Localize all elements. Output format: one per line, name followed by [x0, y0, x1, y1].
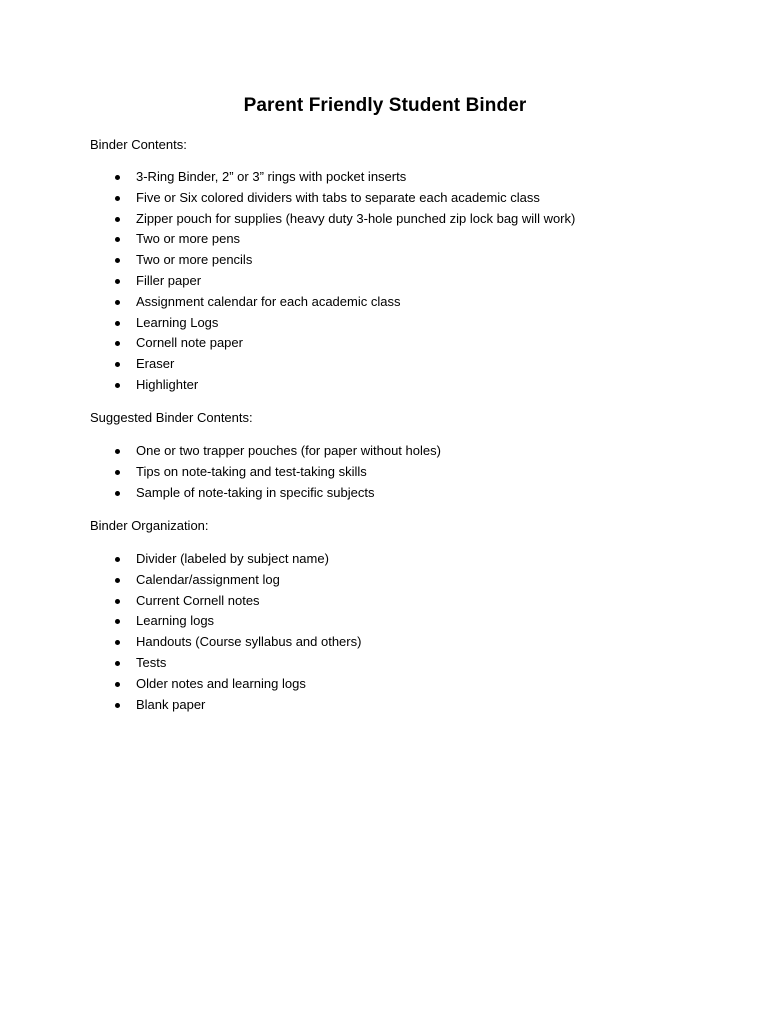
list-item — [0, 313, 575, 334]
list-item — [0, 441, 441, 462]
bullet-icon — [115, 362, 120, 367]
bullet-icon — [115, 258, 120, 263]
list-item — [0, 375, 575, 396]
list-item-text: Zipper pouch for supplies (heavy duty 3-hole punched zip lock bag will work) — [136, 210, 576, 226]
list-item-text: Cornell note paper — [136, 335, 243, 351]
list-item — [0, 549, 361, 570]
bullet-icon — [115, 237, 120, 242]
list-item-text: One or two trapper pouches (for paper without holes) — [136, 443, 441, 458]
list-item-text: Tips on note-taking and test-taking skills — [136, 463, 367, 479]
list-item-text: Two or more pens — [136, 231, 241, 247]
list-item — [0, 167, 575, 188]
list-item — [0, 250, 575, 271]
list-item — [0, 209, 575, 230]
list-item — [0, 483, 441, 504]
list-item — [0, 188, 575, 209]
bullet-icon — [115, 703, 120, 708]
bullet-icon — [115, 449, 120, 454]
bullet-icon — [115, 300, 120, 305]
list-item-text: Older notes and learning logs — [136, 675, 306, 691]
suggested-contents-heading: Suggested Binder Contents: — [90, 410, 253, 425]
bullet-icon — [115, 557, 120, 562]
bullet-icon — [115, 279, 120, 284]
bullet-icon — [115, 640, 120, 645]
list-item — [0, 354, 575, 375]
suggested-contents-list — [0, 441, 441, 503]
bullet-icon — [115, 491, 120, 496]
list-item — [0, 333, 575, 354]
list-item-text: Assignment calendar for each academic class — [136, 293, 401, 309]
bullet-icon — [115, 341, 120, 346]
list-item — [0, 695, 361, 716]
list-item-text: Calendar/assignment log — [136, 571, 280, 587]
list-item-text: Tests — [136, 654, 167, 670]
list-item-text: Five or Six colored dividers with tabs to separate each academic class — [136, 189, 540, 205]
list-item-text: Learning Logs — [136, 314, 219, 330]
bullet-icon — [115, 578, 120, 583]
list-item — [0, 611, 361, 632]
bullet-icon — [115, 661, 120, 666]
bullet-icon — [115, 470, 120, 475]
list-item-text: Highlighter — [136, 376, 199, 392]
list-item-text: Sample of note-taking in specific subjects — [136, 484, 375, 500]
list-item-text: Divider (labeled by subject name) — [136, 551, 329, 566]
list-item-text: Handouts (Course syllabus and others) — [136, 634, 362, 650]
binder-organization-heading: Binder Organization: — [90, 518, 209, 533]
binder-organization-list — [0, 549, 361, 715]
bullet-icon — [115, 175, 120, 180]
list-item — [0, 570, 361, 591]
list-item — [0, 632, 361, 653]
bullet-icon — [115, 196, 120, 201]
list-item — [0, 462, 441, 483]
list-item — [0, 591, 361, 612]
document-title: Parent Friendly Student Binder — [243, 95, 527, 116]
bullet-icon — [115, 682, 120, 687]
bullet-icon — [115, 321, 120, 326]
list-item — [0, 653, 361, 674]
bullet-icon — [115, 599, 120, 604]
bullet-icon — [115, 619, 120, 624]
binder-contents-list — [0, 167, 575, 396]
list-item — [0, 229, 575, 250]
bullet-icon — [115, 383, 120, 388]
bullet-icon — [115, 217, 120, 222]
list-item-text: Eraser — [136, 356, 175, 372]
list-item-text: Two or more pencils — [136, 252, 253, 268]
list-item-text: Filler paper — [136, 272, 202, 288]
list-item — [0, 292, 575, 313]
list-item — [0, 271, 575, 292]
list-item-text: Blank paper — [136, 696, 206, 712]
binder-contents-heading: Binder Contents: — [90, 137, 187, 152]
list-item — [0, 674, 361, 695]
list-item-text: Learning logs — [136, 613, 215, 629]
list-item-text: 3-Ring Binder, 2” or 3” rings with pocket inserts — [136, 169, 407, 184]
list-item-text: Current Cornell notes — [136, 592, 260, 608]
